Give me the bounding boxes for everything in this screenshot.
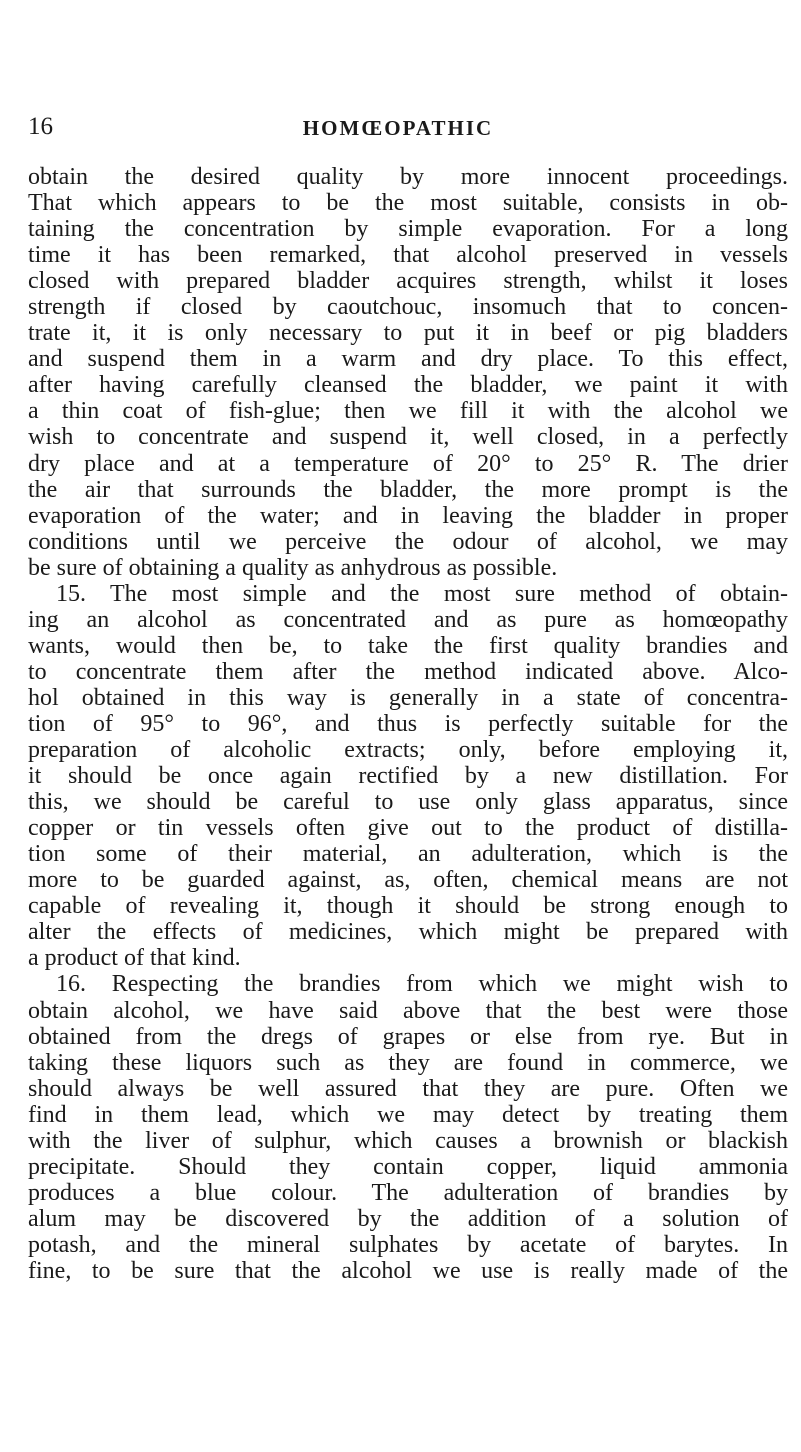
text-line: and suspend them in a warm and dry place. To this effect, — [28, 346, 788, 373]
page-number: 16 — [28, 113, 53, 140]
text-line: trate it, it is only necessary to put it in beef or pig bladders — [28, 320, 788, 347]
text-line: with the liver of sulphur, which causes a brownish or blackish — [28, 1127, 788, 1154]
text-line: taking these liquors such as they are found in commerce, we — [28, 1049, 788, 1076]
text-line: tion of 95° to 96°, and thus is perfectly suitable for the — [28, 710, 788, 737]
text-line: precipitate. Should they contain copper, liquid ammonia — [28, 1153, 788, 1180]
text-line: capable of revealing it, though it should be strong enough to — [28, 893, 788, 920]
text-line: obtained from the dregs of grapes or else from rye. But in — [28, 1023, 788, 1050]
text-line: conditions until we perceive the odour of alcohol, we may — [28, 528, 788, 555]
text-line: time it has been remarked, that alcohol preserved in vessels — [28, 242, 788, 269]
text-line: this, we should be careful to use only glass apparatus, since — [28, 789, 788, 816]
text-line: That which appears to be the most suitable, consists in ob- — [28, 190, 788, 217]
page-header — [28, 112, 788, 142]
text-line: the air that surrounds the bladder, the more prompt is the — [28, 476, 788, 503]
text-line: dry place and at a temperature of 20° to 25° R. The drier — [28, 450, 788, 477]
text-line: produces a blue colour. The adulteration of brandies by — [28, 1179, 788, 1206]
text-line: closed with prepared bladder acquires strength, whilst it loses — [28, 268, 788, 295]
text-line: be sure of obtaining a quality as anhydrous as possible. — [28, 554, 558, 581]
text-line: evaporation of the water; and in leaving the bladder in proper — [28, 502, 788, 529]
text-line: alter the effects of medicines, which might be prepared with — [28, 919, 788, 946]
text-line: obtain the desired quality by more innocent proceedings. — [28, 164, 788, 190]
text-line: 16. Respecting the brandies from which we might wish to — [56, 971, 788, 998]
text-line: to concentrate them after the method indicated above. Alco- — [28, 658, 788, 685]
body-text — [28, 164, 788, 1284]
text-line: wish to concentrate and suspend it, well closed, in a perfectly — [28, 424, 788, 451]
text-line: 15. The most simple and the most sure method of obtain- — [56, 580, 788, 607]
text-line: preparation of alcoholic extracts; only, before employing it, — [28, 737, 788, 764]
text-line: potash, and the mineral sulphates by acetate of barytes. In — [28, 1231, 788, 1258]
text-line: obtain alcohol, we have said above that the best were those — [28, 997, 788, 1024]
text-line: it should be once again rectified by a new distillation. For — [28, 763, 788, 790]
text-line: hol obtained in this way is generally in a state of concentra- — [28, 684, 788, 711]
text-line: copper or tin vessels often give out to the product of distilla- — [28, 815, 788, 842]
text-line: should always be well assured that they are pure. Often we — [28, 1075, 788, 1102]
text-line: more to be guarded against, as, often, chemical means are not — [28, 867, 788, 894]
text-line: tion some of their material, an adulteration, which is the — [28, 841, 788, 868]
text-line: a product of that kind. — [28, 945, 241, 972]
text-line: strength if closed by caoutchouc, insomuch that to concen- — [28, 294, 788, 321]
text-line: fine, to be sure that the alcohol we use is really made of the — [28, 1257, 788, 1284]
text-line: ing an alcohol as concentrated and as pure as homœopathy — [28, 606, 788, 633]
running-head: HOMŒOPATHIC — [302, 116, 494, 140]
text-line: wants, would then be, to take the first quality brandies and — [28, 632, 788, 659]
text-line: after having carefully cleansed the bladder, we paint it with — [28, 372, 788, 399]
text-line: find in them lead, which we may detect by treating them — [28, 1101, 788, 1128]
text-line: alum may be discovered by the addition of a solution of — [28, 1205, 788, 1232]
text-line: taining the concentration by simple evaporation. For a long — [28, 216, 788, 243]
text-line: a thin coat of fish-glue; then we fill it with the alcohol we — [28, 398, 788, 425]
